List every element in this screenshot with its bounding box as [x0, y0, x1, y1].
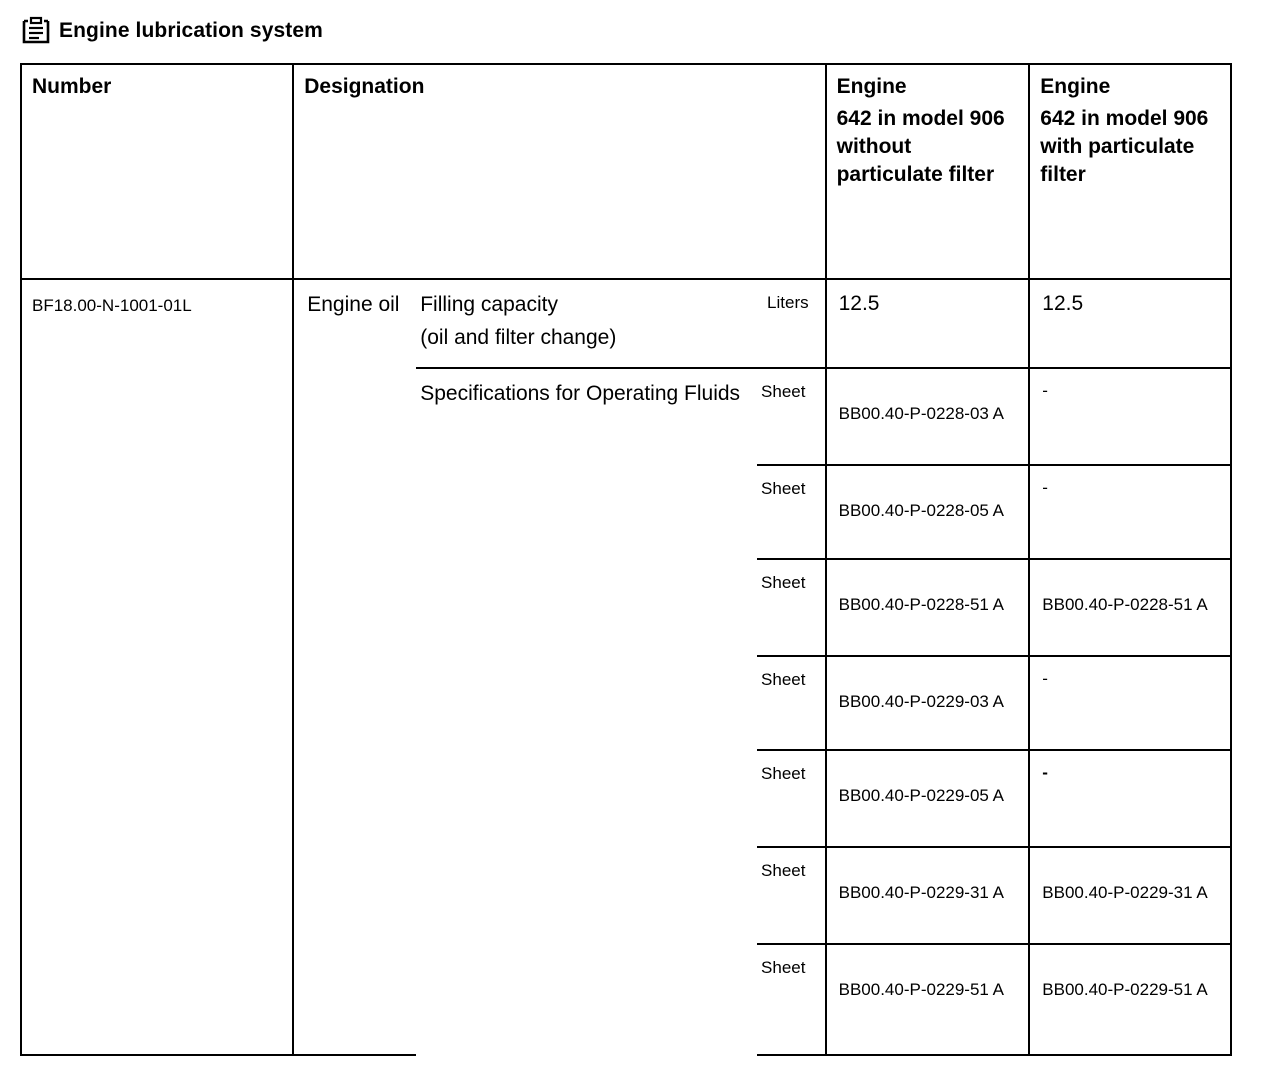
sheet-engine-without-filter: BB00.40-P-0228-51 A: [826, 559, 1030, 656]
filling-unit: Liters: [757, 279, 826, 368]
sheet-engine-with-filter: -: [1029, 465, 1231, 559]
sheet-engine-without-filter: BB00.40-P-0229-31 A: [826, 847, 1030, 944]
sheet-engine-with-filter: -: [1029, 656, 1231, 750]
row-designation: Engine oil: [293, 279, 416, 1055]
filling-engine-with-filter: 12.5: [1029, 279, 1231, 368]
filling-capacity-line2: (oil and filter change): [420, 326, 617, 349]
sheet-engine-with-filter: BB00.40-P-0229-51 A: [1029, 944, 1231, 1055]
filling-capacity-line1: Filling capacity: [420, 293, 558, 316]
sheet-engine-with-filter: -: [1029, 750, 1231, 847]
header-engine-with-filter: [1029, 64, 1231, 279]
sheet-unit: Sheet: [757, 847, 826, 944]
specifications-label: Specifications for Operating Fluids: [416, 368, 757, 1055]
table-header-row: [21, 64, 1231, 279]
sheet-unit: Sheet: [757, 368, 826, 465]
filling-capacity-label: [416, 279, 757, 368]
filling-engine-without-filter: 12.5: [826, 279, 1030, 368]
header-number: Number: [21, 64, 293, 279]
page-title: Engine lubrication system: [59, 19, 323, 42]
header-engine-without-filter: [826, 64, 1030, 279]
sheet-engine-without-filter: BB00.40-P-0228-03 A: [826, 368, 1030, 465]
header-designation: Designation: [293, 64, 825, 279]
sheet-engine-with-filter: BB00.40-P-0229-31 A: [1029, 847, 1231, 944]
section-header: [21, 16, 323, 46]
header-engine-with-filter-label: Engine: [1040, 75, 1111, 98]
sheet-unit: Sheet: [757, 656, 826, 750]
row-number: BF18.00-N-1001-01L: [21, 279, 293, 1055]
sheet-unit: Sheet: [757, 750, 826, 847]
sheet-unit: Sheet: [757, 465, 826, 559]
sheet-engine-with-filter: BB00.40-P-0228-51 A: [1029, 559, 1231, 656]
sheet-unit: Sheet: [757, 944, 826, 1055]
lubrication-table-container: [20, 63, 1232, 1056]
maintenance-manual-icon: [21, 16, 51, 46]
sheet-unit: Sheet: [757, 559, 826, 656]
header-engine-without-filter-detail: 642 in model 906 without particulate filter: [836, 107, 1005, 186]
table-row-filling: [21, 279, 1231, 368]
sheet-engine-without-filter: BB00.40-P-0229-05 A: [826, 750, 1030, 847]
header-engine-without-filter-label: Engine: [836, 75, 907, 98]
sheet-engine-without-filter: BB00.40-P-0229-03 A: [826, 656, 1030, 750]
sheet-engine-without-filter: BB00.40-P-0228-05 A: [826, 465, 1030, 559]
lubrication-table: [20, 63, 1232, 1056]
header-engine-with-filter-detail: 642 in model 906 with particulate filter: [1040, 107, 1209, 186]
sheet-engine-without-filter: BB00.40-P-0229-51 A: [826, 944, 1030, 1055]
sheet-engine-with-filter: -: [1029, 368, 1231, 465]
